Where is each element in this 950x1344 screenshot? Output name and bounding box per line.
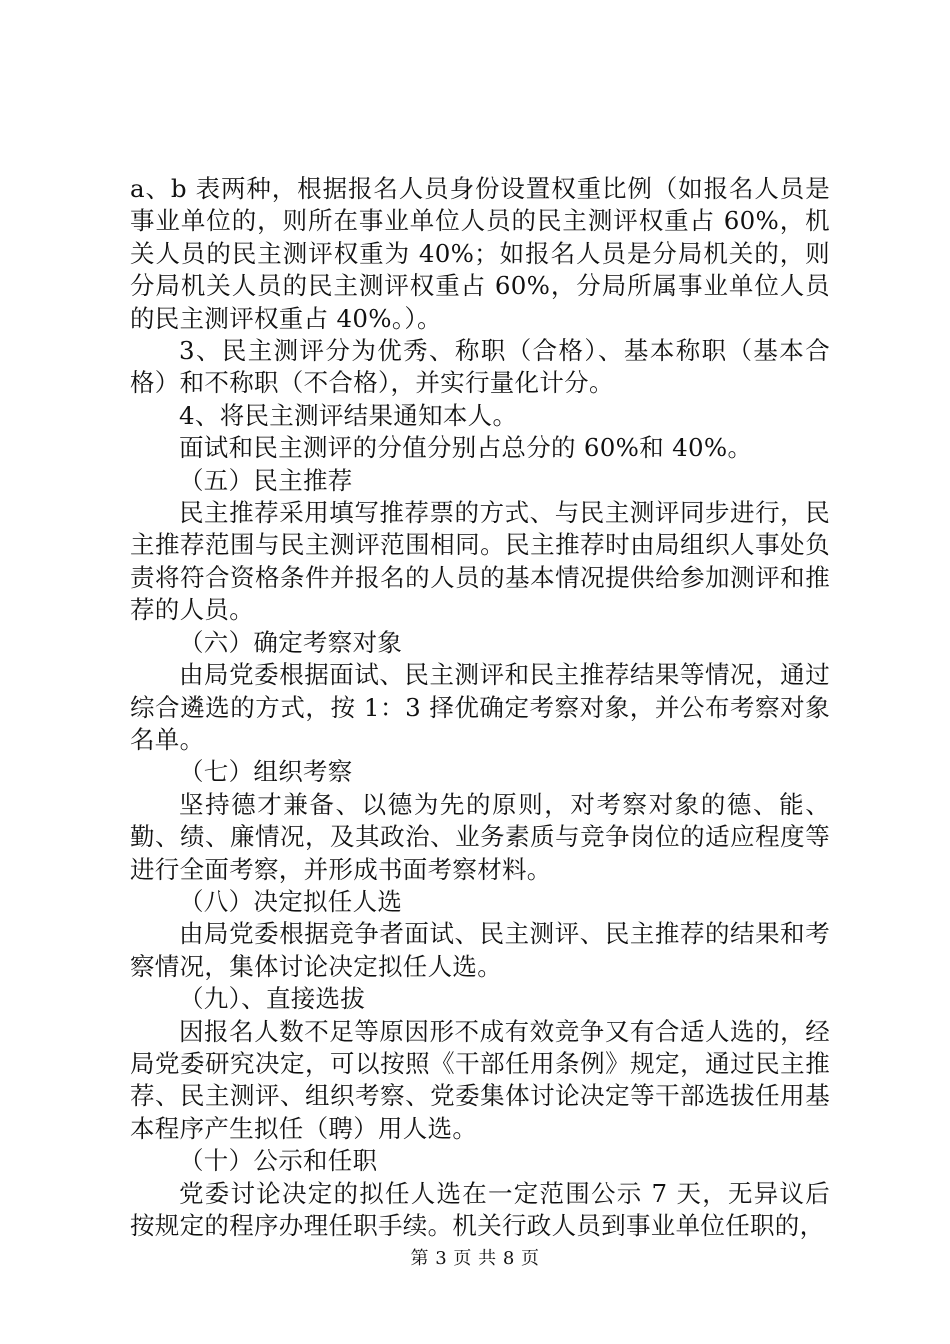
document-body [130, 173, 830, 1242]
page-number: 第 3 页 共 8 页 [410, 1248, 540, 1269]
paragraph-notify-result: 4、将民主测评结果通知本人。 [179, 400, 518, 430]
paragraph-weight-ratio: a、b 表两种，根据报名人员身份设置权重比例（如报名人员是事业单位的，则所在事业单位人员的民主测评权重占 60%，机关人员的民主测评权重为 40%；如报名人员是分局机关的，则分局机关人员的民主测评权重占 60%，分局所属事业单位人员的民主测评权重占 40%。）。 [130, 174, 830, 333]
section-heading-10: （十）公示和任职 [179, 1146, 378, 1176]
paragraph-direct-selection: 因报名人数不足等原因形不成有效竞争又有合适人选的，经局党委研究决定，可以按照《干部任用条例》规定，通过民主推荐、民主测评、组织考察、党委集体讨论决定等干部选拔任用基本程序产生拟任（聘）用人选。 [130, 1016, 830, 1143]
section-heading-9: （九）、直接选拔 [179, 984, 366, 1014]
paragraph-candidate-decision: 由局党委根据竞争者面试、民主测评、民主推荐的结果和考察情况，集体讨论决定拟任人选。 [130, 919, 830, 981]
section-heading-7: （七）组织考察 [179, 757, 353, 787]
section-heading-6: （六）确定考察对象 [179, 627, 403, 657]
paragraph-score-share: 面试和民主测评的分值分别占总分的 60%和 40%。 [179, 433, 753, 463]
section-heading-8: （八）决定拟任人选 [179, 886, 403, 916]
paragraph-inspection: 坚持德才兼备、以德为先的原则，对考察对象的德、能、勤、绩、廉情况，及其政治、业务素质与竞争岗位的适应程度等进行全面考察，并形成书面考察材料。 [130, 789, 830, 884]
paragraph-publicity: 党委讨论决定的拟任人选在一定范围公示 7 天，无异议后按规定的程序办理任职手续。机关行政人员到事业单位任职的， [130, 1178, 830, 1240]
paragraph-inspection-targets: 由局党委根据面试、民主测评和民主推荐结果等情况，通过综合遴选的方式，按 1：3 择优确定考察对象，并公布考察对象名单。 [130, 660, 830, 754]
paragraph-rating-levels: 3、民主测评分为优秀、称职（合格）、基本称职（基本合格）和不称职（不合格），并实行量化计分。 [130, 336, 830, 398]
section-heading-5: （五）民主推荐 [179, 465, 353, 495]
paragraph-recommendation: 民主推荐采用填写推荐票的方式、与民主测评同步进行，民主推荐范围与民主测评范围相同。民主推荐时由局组织人事处负责将符合资格条件并报名的人员的基本情况提供给参加测评和推荐的人员。 [130, 498, 830, 625]
